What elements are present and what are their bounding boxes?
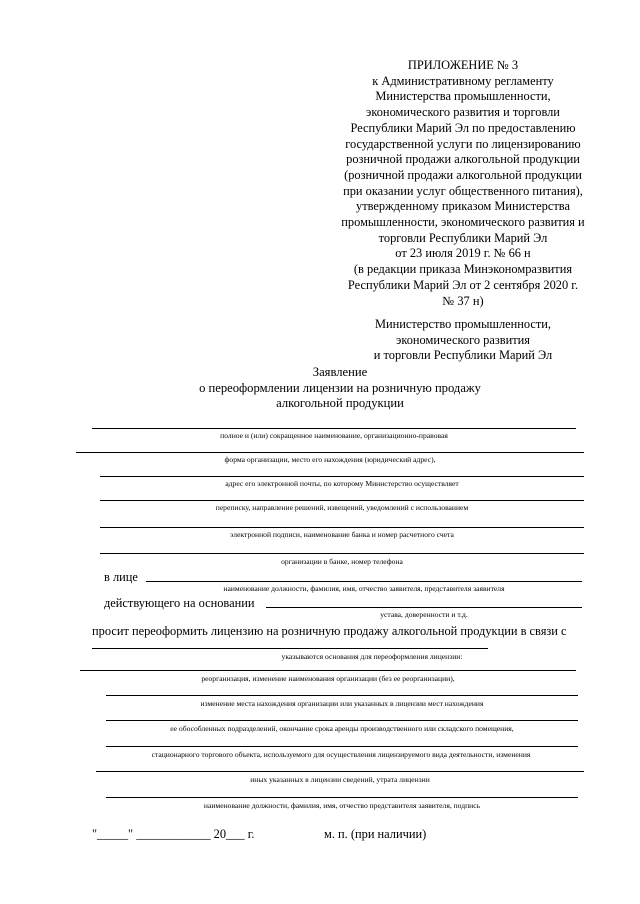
addressee-line: и торговли Республики Марий Эл xyxy=(373,348,553,362)
field-caption: переписку, направление решений, извещений, уведомлений с использованием xyxy=(215,503,469,512)
field-caption: наименование должности, фамилия, имя, отчество представителя заявителя, подпись xyxy=(203,801,481,810)
field-caption: наименование должности, фамилия, имя, отчество заявителя, представителя заявителя xyxy=(223,584,505,593)
field-caption: организации в банке, номер телефона xyxy=(281,557,403,566)
basis-label: действующего на основании xyxy=(104,596,255,610)
field-caption: ее обособленных подразделений, окончание срока аренды производственного или складского помещения, xyxy=(170,724,514,733)
appendix-line: (в редакции приказа Минэкономразвития xyxy=(353,262,573,277)
date-line: "_____" ____________ 20___ г. xyxy=(92,827,255,841)
appendix-line: промышленности, экономического развития и xyxy=(341,215,585,230)
field-caption: иных указанных в лицензии сведений, утрата лицензии xyxy=(250,775,430,784)
applicant-email-field[interactable] xyxy=(100,476,584,477)
basis-field[interactable] xyxy=(266,607,582,608)
reason-field-6[interactable] xyxy=(96,771,584,772)
appendix-line: ПРИЛОЖЕНИЕ № 3 xyxy=(407,58,519,72)
field-caption: электронной подписи, наименование банка и номер расчетного счета xyxy=(230,530,454,539)
appendix-line: торговли Республики Марий Эл xyxy=(378,230,548,245)
addressee-block xyxy=(300,317,626,364)
signature-field[interactable] xyxy=(106,797,578,798)
applicant-correspondence-field[interactable] xyxy=(100,500,584,501)
representative-field[interactable] xyxy=(146,581,582,582)
appendix-line: № 37 н) xyxy=(442,293,484,308)
appendix-line: от 23 июля 2019 г. № 66 н xyxy=(395,246,531,261)
appendix-line: экономического развития и торговли xyxy=(366,105,560,120)
representative-label: в лице xyxy=(104,570,138,584)
field-caption: стационарного торгового объекта, используемого для осуществления лицензируемого вида деятельности, изменения xyxy=(151,750,531,759)
field-caption: указываются основания для переоформления лицензии: xyxy=(281,652,463,661)
addressee-line: экономического развития xyxy=(396,332,530,347)
field-caption: изменение места нахождения организации или указанных в лицензии мест нахождения xyxy=(200,699,484,708)
document-title xyxy=(120,365,560,412)
appendix-line: Республики Марий Эл по предоставлению xyxy=(350,120,576,135)
applicant-name-field[interactable] xyxy=(92,428,576,429)
appendix-line: государственной услуги по лицензированию xyxy=(345,136,581,151)
applicant-phone-field[interactable] xyxy=(100,553,584,554)
appendix-line: Министерства промышленности, xyxy=(375,89,551,104)
seal-label: м. п. (при наличии) xyxy=(324,827,427,841)
reason-field-2[interactable] xyxy=(80,670,576,671)
title-line: Заявление xyxy=(312,365,368,379)
appendix-line: розничной продажи алкогольной продукции xyxy=(346,152,580,167)
reason-field-1[interactable] xyxy=(92,648,488,649)
appendix-line: при оказании услуг общественного питания), xyxy=(343,183,583,198)
reason-field-5[interactable] xyxy=(106,746,578,747)
field-caption: устава, доверенности и т.д. xyxy=(380,610,468,619)
appendix-line: Республики Марий Эл от 2 сентября 2020 г. xyxy=(347,277,579,292)
addressee-line: Министерство промышленности, xyxy=(374,317,552,331)
field-caption: адрес его электронной почты, по которому Министерство осуществляет xyxy=(225,479,459,488)
field-caption: полное и (или) сокращенное наименование, организационно-правовая xyxy=(220,431,448,440)
applicant-address-field[interactable] xyxy=(76,452,584,453)
appendix-line: к Административному регламенту xyxy=(372,73,554,88)
field-caption: реорганизация, изменение наименования организации (без ее реорганизации), xyxy=(201,674,455,683)
title-line: о переоформлении лицензии на розничную продажу xyxy=(199,380,481,395)
reason-field-4[interactable] xyxy=(106,720,578,721)
applicant-bank-field[interactable] xyxy=(100,527,584,528)
field-caption: форма организации, место его нахождения (юридический адрес), xyxy=(224,455,436,464)
appendix-header xyxy=(300,58,626,309)
reason-field-3[interactable] xyxy=(106,695,578,696)
title-line: алкогольной продукции xyxy=(276,396,404,410)
request-text: просит переоформить лицензию на розничную продажу алкогольной продукции в связи с xyxy=(92,624,567,638)
appendix-line: (розничной продажи алкогольной продукции xyxy=(344,167,582,182)
appendix-line: утвержденному приказом Министерства xyxy=(356,199,570,214)
